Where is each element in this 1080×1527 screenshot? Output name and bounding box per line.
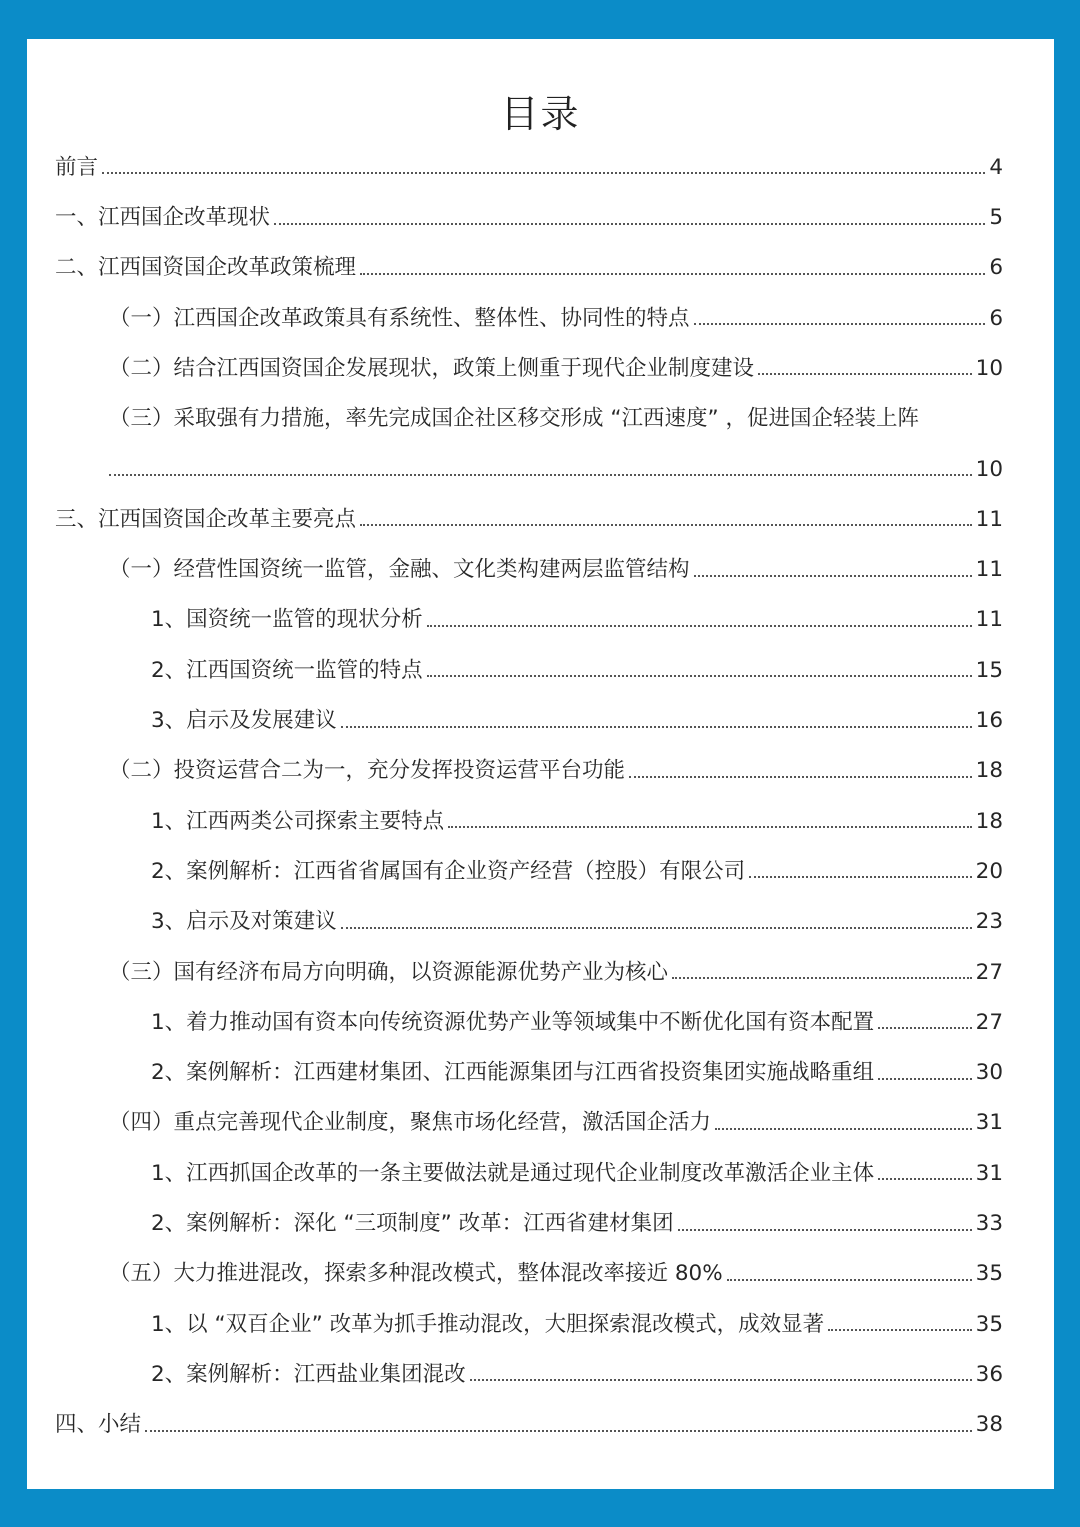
toc-entry-page: 18 — [975, 758, 1003, 784]
toc-entry[interactable] — [55, 288, 1003, 338]
dot-leader — [427, 675, 972, 677]
toc-entry[interactable] — [55, 992, 1003, 1042]
toc-entry-page: 36 — [975, 1361, 1003, 1387]
toc-entry-label: （三）国有经济布局方向明确，以资源能源优势产业为核心 — [109, 959, 669, 985]
toc-entry[interactable] — [55, 1193, 1003, 1243]
toc-entry-page: 11 — [975, 607, 1003, 633]
dot-leader — [360, 273, 985, 275]
dot-leader — [678, 1229, 972, 1231]
toc-entry-page: 38 — [975, 1412, 1003, 1438]
toc-entry-label: 1、着力推动国有资本向传统资源优势产业等领域集中不断优化国有资本配置 — [151, 1009, 875, 1035]
dot-leader — [470, 1379, 972, 1381]
toc-entry[interactable] — [55, 791, 1003, 841]
dot-leader — [749, 876, 971, 878]
document-page — [27, 39, 1054, 1489]
toc-entry-label: 1、国资统一监管的现状分析 — [151, 607, 423, 633]
toc-entry-page: 11 — [975, 506, 1003, 532]
toc-entry-label: 二、江西国资国企改革政策梳理 — [55, 255, 357, 281]
toc-entry-page: 35 — [975, 1261, 1003, 1287]
dot-leader — [341, 726, 972, 728]
toc-entry-label: 3、启示及对策建议 — [151, 909, 337, 935]
dot-leader — [672, 977, 972, 979]
toc-entry-label: 三、江西国资国企改革主要亮点 — [55, 506, 357, 532]
toc-entry[interactable] — [55, 1093, 1003, 1143]
toc-entry[interactable] — [55, 1042, 1003, 1092]
toc-entry-label: （一）经营性国资统一监管，金融、文化类构建两层监管结构 — [109, 557, 690, 583]
toc-entry-page: 31 — [975, 1160, 1003, 1186]
toc-entry[interactable] — [55, 590, 1003, 640]
dot-leader — [360, 524, 972, 526]
toc-entry[interactable] — [55, 388, 1003, 438]
dot-leader — [102, 172, 985, 174]
toc-entry-label: 2、案例解析：江西省省属国有企业资产经营（控股）有限公司 — [151, 858, 746, 884]
toc-entry-label: 前言 — [55, 154, 99, 180]
toc-entry-page: 4 — [989, 154, 1003, 180]
toc-entry[interactable] — [55, 539, 1003, 589]
toc-entry-label: 1、以 “双百企业” 改革为抓手推动混改，大胆探索混改模式，成效显著 — [151, 1311, 825, 1337]
toc-title: 目录 — [500, 92, 581, 136]
dot-leader — [109, 474, 972, 476]
toc-entry-page: 10 — [975, 456, 1003, 482]
toc-entry-page: 33 — [975, 1211, 1003, 1237]
toc-entry-page: 6 — [989, 255, 1003, 281]
toc-entry-label: （五）大力推进混改，探索多种混改模式，整体混改率接近 80% — [109, 1261, 723, 1287]
dot-leader — [341, 927, 972, 929]
toc-entry-page: 30 — [975, 1060, 1003, 1086]
toc-entry-page: 18 — [975, 808, 1003, 834]
toc-entry-label: （三）采取强有力措施，率先完成国企社区移交形成 “江西速度” ，促进国企轻装上阵 — [109, 406, 919, 432]
toc-entry-label: （二）投资运营合二为一，充分发挥投资运营平台功能 — [109, 758, 626, 784]
toc-entry-label: （二）结合江西国资国企发展现状，政策上侧重于现代企业制度建设 — [109, 355, 755, 381]
toc-entry-label: （一）江西国企改革政策具有系统性、整体性、协同性的特点 — [109, 305, 690, 331]
toc-entry-continuation[interactable] — [55, 439, 1003, 489]
toc-entry-page: 20 — [975, 858, 1003, 884]
dot-leader — [448, 826, 971, 828]
toc-entry-label: 一、江西国企改革现状 — [55, 205, 271, 231]
dot-leader — [427, 625, 972, 627]
toc-entry-page: 31 — [975, 1110, 1003, 1136]
toc-entry-page: 5 — [989, 205, 1003, 231]
dot-leader — [274, 223, 985, 225]
dot-leader — [727, 1279, 972, 1281]
toc-entry-page: 11 — [975, 557, 1003, 583]
toc-entry[interactable] — [55, 841, 1003, 891]
toc-entry-label: 1、江西两类公司探索主要特点 — [151, 808, 445, 834]
toc-entry[interactable] — [55, 1394, 1003, 1444]
toc-entry[interactable] — [55, 137, 1003, 187]
table-of-contents — [55, 137, 1003, 1445]
dot-leader — [629, 776, 972, 778]
toc-entry-page: 23 — [975, 909, 1003, 935]
dot-leader — [715, 1128, 972, 1130]
dot-leader — [878, 1027, 971, 1029]
toc-entry[interactable] — [55, 1294, 1003, 1344]
toc-entry[interactable] — [55, 1344, 1003, 1394]
dot-leader — [878, 1178, 971, 1180]
toc-entry[interactable] — [55, 942, 1003, 992]
toc-entry-label: 四、小结 — [55, 1412, 142, 1438]
dot-leader — [878, 1078, 971, 1080]
dot-leader — [758, 373, 972, 375]
toc-entry[interactable] — [55, 690, 1003, 740]
toc-entry-page: 6 — [989, 305, 1003, 331]
toc-entry-label: 1、江西抓国企改革的一条主要做法就是通过现代企业制度改革激活企业主体 — [151, 1160, 875, 1186]
toc-entry-label: （四）重点完善现代企业制度，聚焦市场化经营，激活国企活力 — [109, 1110, 712, 1136]
toc-entry[interactable] — [55, 741, 1003, 791]
toc-entry[interactable] — [55, 1143, 1003, 1193]
toc-entry[interactable] — [55, 238, 1003, 288]
toc-entry-page: 15 — [975, 657, 1003, 683]
dot-leader — [145, 1430, 972, 1432]
dot-leader — [694, 323, 986, 325]
toc-entry-page: 27 — [975, 1009, 1003, 1035]
toc-entry[interactable] — [55, 489, 1003, 539]
toc-entry[interactable] — [55, 640, 1003, 690]
toc-entry[interactable] — [55, 1244, 1003, 1294]
toc-entry-label: 3、启示及发展建议 — [151, 708, 337, 734]
dot-leader — [694, 575, 972, 577]
toc-entry-label: 2、案例解析：深化 “三项制度” 改革：江西省建材集团 — [151, 1211, 674, 1237]
toc-entry-page: 16 — [975, 708, 1003, 734]
toc-entry-page: 35 — [975, 1311, 1003, 1337]
dot-leader — [828, 1329, 972, 1331]
toc-entry[interactable] — [55, 338, 1003, 388]
toc-entry-label: 2、案例解析：江西建材集团、江西能源集团与江西省投资集团实施战略重组 — [151, 1060, 875, 1086]
toc-entry-label: 2、江西国资统一监管的特点 — [151, 657, 423, 683]
toc-entry[interactable] — [55, 187, 1003, 237]
toc-entry[interactable] — [55, 891, 1003, 941]
toc-entry-label: 2、案例解析：江西盐业集团混改 — [151, 1361, 466, 1387]
toc-entry-page: 10 — [975, 355, 1003, 381]
toc-entry-page: 27 — [975, 959, 1003, 985]
